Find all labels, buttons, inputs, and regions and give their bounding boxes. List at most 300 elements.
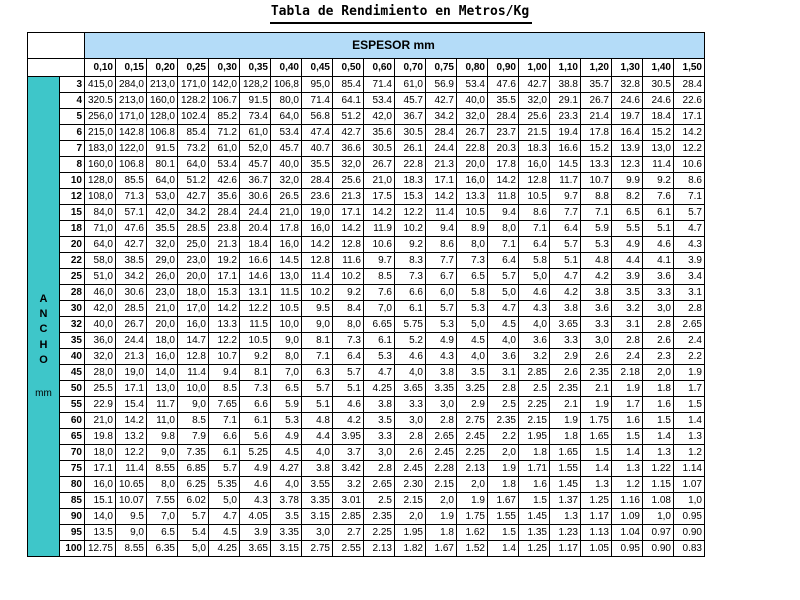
yield-cell: 5.75 (395, 317, 426, 333)
thickness-header: 0,15 (116, 59, 147, 77)
yield-cell: 5.7 (488, 269, 519, 285)
yield-cell: 4.7 (209, 509, 240, 525)
yield-cell: 14.2 (488, 173, 519, 189)
yield-cell: 3.6 (519, 333, 550, 349)
yield-cell: 32.8 (612, 77, 643, 93)
yield-cell: 215,0 (85, 125, 116, 141)
yield-cell: 8,0 (333, 317, 364, 333)
yield-cell: 10.7 (581, 173, 612, 189)
width-header: 20 (60, 237, 85, 253)
thickness-header: 0,50 (333, 59, 364, 77)
yield-cell: 1.8 (519, 445, 550, 461)
width-header: 6 (60, 125, 85, 141)
yield-cell: 38.5 (116, 253, 147, 269)
yield-cell: 1.37 (550, 493, 581, 509)
table-row (28, 301, 705, 317)
yield-cell: 15.3 (209, 285, 240, 301)
yield-cell: 5.7 (674, 205, 705, 221)
yield-cell: 213,0 (147, 77, 178, 93)
yield-cell: 17.8 (271, 221, 302, 237)
yield-cell: 24.4 (240, 205, 271, 221)
yield-cell: 4.4 (612, 253, 643, 269)
yield-cell: 21,0 (147, 301, 178, 317)
yield-cell: 26.5 (271, 189, 302, 205)
yield-cell: 4.2 (550, 285, 581, 301)
yield-cell: 3.15 (271, 541, 302, 557)
yield-cell: 15.2 (643, 125, 674, 141)
yield-cell: 3.65 (240, 541, 271, 557)
yield-cell: 1.9 (581, 397, 612, 413)
thickness-header: 1,10 (550, 59, 581, 77)
thickness-header: 0,20 (147, 59, 178, 77)
yield-cell: 2.6 (643, 333, 674, 349)
yield-cell: 29,0 (147, 253, 178, 269)
yield-cell: 2.65 (426, 429, 457, 445)
yield-cell: 4,0 (302, 445, 333, 461)
yield-cell: 4.2 (333, 413, 364, 429)
yield-cell: 95,0 (302, 77, 333, 93)
yield-cell: 1.8 (488, 477, 519, 493)
yield-cell: 7.1 (674, 189, 705, 205)
thickness-header: 0,70 (395, 59, 426, 77)
yield-cell: 7.35 (178, 445, 209, 461)
yield-cell: 2.45 (457, 429, 488, 445)
yield-cell: 6.4 (333, 349, 364, 365)
yield-cell: 7,0 (271, 365, 302, 381)
yield-cell: 26.7 (581, 93, 612, 109)
yield-cell: 16,0 (457, 173, 488, 189)
yield-cell: 16,0 (85, 477, 116, 493)
thickness-header: 0,45 (302, 59, 333, 77)
yield-cell: 7.1 (302, 349, 333, 365)
yield-cell: 19,0 (302, 205, 333, 221)
yield-cell: 85.5 (116, 173, 147, 189)
yield-cell: 14.2 (426, 189, 457, 205)
yield-cell: 2,0 (395, 509, 426, 525)
yield-cell: 11.4 (426, 205, 457, 221)
yield-cell: 11.4 (302, 269, 333, 285)
thickness-header: 0,90 (488, 59, 519, 77)
yield-cell: 12.8 (333, 237, 364, 253)
yield-cell: 1.35 (519, 525, 550, 541)
yield-cell: 7.3 (240, 381, 271, 397)
yield-cell: 32,0 (333, 157, 364, 173)
yield-cell: 142,0 (209, 77, 240, 93)
yield-cell: 8.55 (147, 461, 178, 477)
yield-cell: 26.7 (364, 157, 395, 173)
yield-cell: 2.7 (333, 525, 364, 541)
yield-cell: 4.6 (643, 237, 674, 253)
yield-cell: 1.8 (550, 429, 581, 445)
yield-cell: 1.4 (581, 461, 612, 477)
yield-cell: 25.5 (85, 381, 116, 397)
yield-cell: 2.8 (612, 333, 643, 349)
yield-cell: 1.04 (612, 525, 643, 541)
yield-cell: 6.6 (209, 429, 240, 445)
yield-cell: 183,0 (85, 141, 116, 157)
yield-cell: 6.1 (364, 333, 395, 349)
yield-cell: 3.6 (581, 301, 612, 317)
yield-cell: 1.67 (488, 493, 519, 509)
yield-cell: 4.27 (271, 461, 302, 477)
page-title: Tabla de Rendimiento en Metros/Kg (270, 3, 530, 20)
table-row (28, 493, 705, 509)
yield-cell: 17.1 (333, 205, 364, 221)
yield-cell: 19.2 (209, 253, 240, 269)
width-header: 100 (60, 541, 85, 557)
yield-cell: 8.8 (581, 189, 612, 205)
yield-cell: 11.6 (333, 253, 364, 269)
thickness-header: 0,80 (457, 59, 488, 77)
width-header: 75 (60, 461, 85, 477)
yield-cell: 1.9 (612, 381, 643, 397)
yield-cell: 61,0 (395, 77, 426, 93)
yield-cell: 12.2 (116, 445, 147, 461)
yield-cell: 35.5 (488, 93, 519, 109)
yield-cell: 13.9 (612, 141, 643, 157)
yield-cell: 34.2 (426, 109, 457, 125)
yield-cell: 4.6 (333, 397, 364, 413)
yield-cell: 4.3 (240, 493, 271, 509)
yield-cell: 47.4 (302, 125, 333, 141)
table-row (28, 525, 705, 541)
yield-cell: 61,0 (209, 141, 240, 157)
yield-cell: 128,2 (240, 77, 271, 93)
yield-cell: 23,0 (178, 253, 209, 269)
yield-cell: 8.1 (240, 365, 271, 381)
yield-cell: 32,0 (271, 173, 302, 189)
yield-cell: 2.1 (581, 381, 612, 397)
yield-cell: 5.4 (178, 525, 209, 541)
yield-cell: 2.28 (426, 461, 457, 477)
yield-cell: 4.9 (612, 237, 643, 253)
yield-cell: 71.4 (302, 93, 333, 109)
yield-cell: 17.8 (488, 157, 519, 173)
yield-cell: 1.25 (581, 493, 612, 509)
yield-cell: 5.3 (426, 317, 457, 333)
yield-cell: 7.3 (333, 333, 364, 349)
yield-cell: 6.3 (302, 365, 333, 381)
yield-cell: 2.5 (488, 397, 519, 413)
yield-cell: 4.7 (550, 269, 581, 285)
yield-cell: 47.6 (488, 77, 519, 93)
width-header: 7 (60, 141, 85, 157)
yield-cell: 8,0 (271, 349, 302, 365)
yield-cell: 5.7 (426, 301, 457, 317)
yield-cell: 13.5 (85, 525, 116, 541)
yield-cell: 160,0 (85, 157, 116, 173)
yield-cell: 415,0 (85, 77, 116, 93)
yield-cell: 2.55 (333, 541, 364, 557)
yield-cell: 11.4 (116, 461, 147, 477)
yield-cell: 12.8 (178, 349, 209, 365)
yield-cell: 4,0 (519, 317, 550, 333)
width-header: 12 (60, 189, 85, 205)
yield-cell: 12.2 (674, 141, 705, 157)
yield-cell: 18.4 (643, 109, 674, 125)
yield-cell: 2.25 (519, 397, 550, 413)
yield-cell: 36.6 (333, 141, 364, 157)
yield-cell: 84,0 (85, 205, 116, 221)
yield-cell: 34.2 (116, 269, 147, 285)
yield-cell: 24.6 (612, 93, 643, 109)
yield-cell: 7.9 (178, 429, 209, 445)
yield-cell: 3.1 (612, 317, 643, 333)
yield-cell: 1.07 (674, 477, 705, 493)
yield-cell: 1.09 (612, 509, 643, 525)
yield-cell: 7.1 (209, 413, 240, 429)
yield-cell: 6.5 (147, 525, 178, 541)
yield-cell: 2.25 (364, 525, 395, 541)
thickness-header: 0,25 (178, 59, 209, 77)
yield-cell: 4,0 (488, 333, 519, 349)
yield-cell: 2.4 (612, 349, 643, 365)
yield-cell: 10.07 (116, 493, 147, 509)
yield-cell: 3.55 (302, 477, 333, 493)
yield-cell: 4.7 (488, 301, 519, 317)
yield-cell: 1.4 (488, 541, 519, 557)
yield-cell: 42.7 (116, 237, 147, 253)
yield-cell: 34.2 (178, 205, 209, 221)
yield-cell: 1.7 (674, 381, 705, 397)
ancho-letter: C (39, 323, 48, 336)
yield-cell: 8,0 (488, 221, 519, 237)
yield-cell: 4.1 (643, 253, 674, 269)
thickness-header: 1,50 (674, 59, 705, 77)
table-row (28, 541, 705, 557)
width-header: 65 (60, 429, 85, 445)
yield-cell: 11.9 (364, 221, 395, 237)
yield-cell: 6,0 (426, 285, 457, 301)
yield-cell: 1.95 (395, 525, 426, 541)
yield-cell: 85.4 (178, 125, 209, 141)
yield-cell: 4.3 (519, 301, 550, 317)
yield-cell: 42,0 (85, 301, 116, 317)
yield-cell: 1.3 (550, 509, 581, 525)
table-row (28, 221, 705, 237)
yield-cell: 1.45 (519, 509, 550, 525)
yield-cell: 18,0 (147, 333, 178, 349)
corner-cell (28, 33, 85, 59)
yield-cell: 2.13 (457, 461, 488, 477)
yield-cell: 1.3 (643, 445, 674, 461)
thickness-header: 1,00 (519, 59, 550, 77)
yield-cell: 6.35 (147, 541, 178, 557)
yield-cell: 11.5 (271, 285, 302, 301)
yield-cell: 128.2 (178, 93, 209, 109)
yield-cell: 1.3 (581, 477, 612, 493)
yield-cell: 4.5 (457, 333, 488, 349)
yield-cell: 7.1 (488, 237, 519, 253)
yield-cell: 10.6 (364, 237, 395, 253)
yield-cell: 14.2 (116, 413, 147, 429)
yield-cell: 2.3 (643, 349, 674, 365)
yield-cell: 256,0 (85, 109, 116, 125)
yield-cell: 32,0 (85, 349, 116, 365)
yield-cell: 61,0 (240, 125, 271, 141)
yield-cell: 1.8 (426, 525, 457, 541)
width-header: 80 (60, 477, 85, 493)
yield-cell: 42.7 (178, 189, 209, 205)
yield-cell: 42,0 (364, 109, 395, 125)
yield-cell: 11.4 (643, 157, 674, 173)
yield-cell: 25.6 (519, 109, 550, 125)
yield-cell: 1.22 (643, 461, 674, 477)
yield-cell: 7.1 (519, 221, 550, 237)
yield-cell: 7.7 (426, 253, 457, 269)
table-row (28, 477, 705, 493)
yield-cell: 42,0 (147, 205, 178, 221)
yield-cell: 1.2 (612, 477, 643, 493)
yield-cell: 73.4 (240, 109, 271, 125)
yield-cell: 26,0 (147, 269, 178, 285)
yield-cell: 7,0 (364, 301, 395, 317)
yield-cell: 17.1 (426, 173, 457, 189)
yield-cell: 85.2 (209, 109, 240, 125)
yield-cell: 2.15 (426, 477, 457, 493)
yield-cell: 1.62 (457, 525, 488, 541)
yield-cell: 8.5 (209, 381, 240, 397)
yield-cell: 2.6 (395, 445, 426, 461)
ancho-letter: A (39, 292, 48, 305)
yield-cell: 12.2 (209, 333, 240, 349)
table-row (28, 461, 705, 477)
width-header: 60 (60, 413, 85, 429)
yield-cell: 28,0 (85, 365, 116, 381)
thickness-header: 0,30 (209, 59, 240, 77)
yield-cell: 3,0 (302, 525, 333, 541)
yield-cell: 24.4 (426, 141, 457, 157)
thickness-header: 0,60 (364, 59, 395, 77)
yield-cell: 8.55 (116, 541, 147, 557)
yield-cell: 32,0 (457, 109, 488, 125)
table-row (28, 333, 705, 349)
yield-cell: 14.5 (271, 253, 302, 269)
yield-cell: 213,0 (116, 93, 147, 109)
yield-cell: 36.7 (395, 109, 426, 125)
width-header: 25 (60, 269, 85, 285)
yield-cell: 2.6 (550, 365, 581, 381)
yield-cell: 1.17 (550, 541, 581, 557)
yield-cell: 1.55 (550, 461, 581, 477)
yield-cell: 53.4 (457, 77, 488, 93)
yield-cell: 122,0 (116, 141, 147, 157)
yield-cell: 9,0 (271, 333, 302, 349)
yield-cell: 10.2 (302, 285, 333, 301)
yield-cell: 19,0 (116, 365, 147, 381)
yield-cell: 13.3 (581, 157, 612, 173)
ancho-letter: O (39, 353, 48, 366)
yield-cell: 42.7 (519, 77, 550, 93)
table-row (28, 317, 705, 333)
yield-cell: 23.7 (488, 125, 519, 141)
yield-cell: 5.25 (240, 445, 271, 461)
yield-cell: 9,0 (302, 317, 333, 333)
yield-cell: 24.4 (116, 333, 147, 349)
thickness-header: 0,40 (271, 59, 302, 77)
yield-cell: 1.5 (519, 493, 550, 509)
yield-table (27, 32, 705, 557)
yield-cell: 16,0 (519, 157, 550, 173)
yield-cell: 6.4 (519, 237, 550, 253)
yield-cell: 160,0 (147, 93, 178, 109)
yield-cell: 1.45 (550, 477, 581, 493)
yield-cell: 7.3 (395, 269, 426, 285)
yield-cell: 5.35 (209, 477, 240, 493)
yield-cell: 30.5 (364, 141, 395, 157)
yield-cell: 5.7 (209, 461, 240, 477)
yield-cell: 6.7 (426, 269, 457, 285)
yield-cell: 4.05 (240, 509, 271, 525)
yield-cell: 5.9 (271, 397, 302, 413)
yield-cell: 106.8 (147, 125, 178, 141)
thickness-header-row (28, 59, 705, 77)
yield-cell: 2.18 (612, 365, 643, 381)
width-header: 95 (60, 525, 85, 541)
yield-cell: 21,0 (364, 173, 395, 189)
yield-cell: 2.9 (550, 349, 581, 365)
yield-cell: 0.95 (612, 541, 643, 557)
yield-cell: 2.35 (581, 365, 612, 381)
yield-cell: 6.25 (178, 477, 209, 493)
yield-cell: 7,0 (147, 509, 178, 525)
yield-cell: 42.6 (209, 173, 240, 189)
yield-cell: 3.3 (550, 333, 581, 349)
yield-cell: 11.5 (240, 317, 271, 333)
yield-cell: 36,0 (85, 333, 116, 349)
yield-cell: 4.8 (302, 413, 333, 429)
yield-cell: 6.6 (240, 397, 271, 413)
yield-cell: 28.4 (426, 125, 457, 141)
yield-cell: 40,0 (271, 157, 302, 173)
yield-cell: 4.25 (364, 381, 395, 397)
yield-cell: 45.7 (240, 157, 271, 173)
yield-cell: 51,0 (85, 269, 116, 285)
yield-cell: 17.1 (85, 461, 116, 477)
yield-cell: 8,0 (147, 477, 178, 493)
table-row (28, 173, 705, 189)
yield-cell: 35.5 (147, 221, 178, 237)
yield-cell: 171,0 (116, 109, 147, 125)
yield-cell: 6.5 (612, 205, 643, 221)
yield-cell: 3.3 (364, 429, 395, 445)
yield-cell: 4.2 (581, 269, 612, 285)
yield-cell: 32,0 (519, 93, 550, 109)
yield-cell: 3.8 (426, 365, 457, 381)
thickness-header: 1,20 (581, 59, 612, 77)
yield-cell: 4.8 (581, 253, 612, 269)
yield-cell: 38.8 (550, 77, 581, 93)
yield-cell: 1.14 (674, 461, 705, 477)
yield-cell: 1.5 (643, 413, 674, 429)
yield-cell: 5,0 (457, 317, 488, 333)
yield-cell: 106.7 (209, 93, 240, 109)
yield-cell: 28.4 (209, 205, 240, 221)
yield-cell: 64.1 (333, 93, 364, 109)
yield-cell: 12.75 (85, 541, 116, 557)
table-row (28, 157, 705, 173)
yield-cell: 5.8 (457, 285, 488, 301)
yield-cell: 5,0 (178, 541, 209, 557)
ancho-unit: mm (35, 388, 52, 399)
yield-cell: 9,0 (116, 525, 147, 541)
yield-cell: 28.4 (674, 77, 705, 93)
yield-cell: 15.2 (581, 141, 612, 157)
yield-cell: 320.5 (85, 93, 116, 109)
yield-cell: 9.4 (209, 365, 240, 381)
yield-cell: 58,0 (85, 253, 116, 269)
yield-cell: 53,0 (147, 189, 178, 205)
